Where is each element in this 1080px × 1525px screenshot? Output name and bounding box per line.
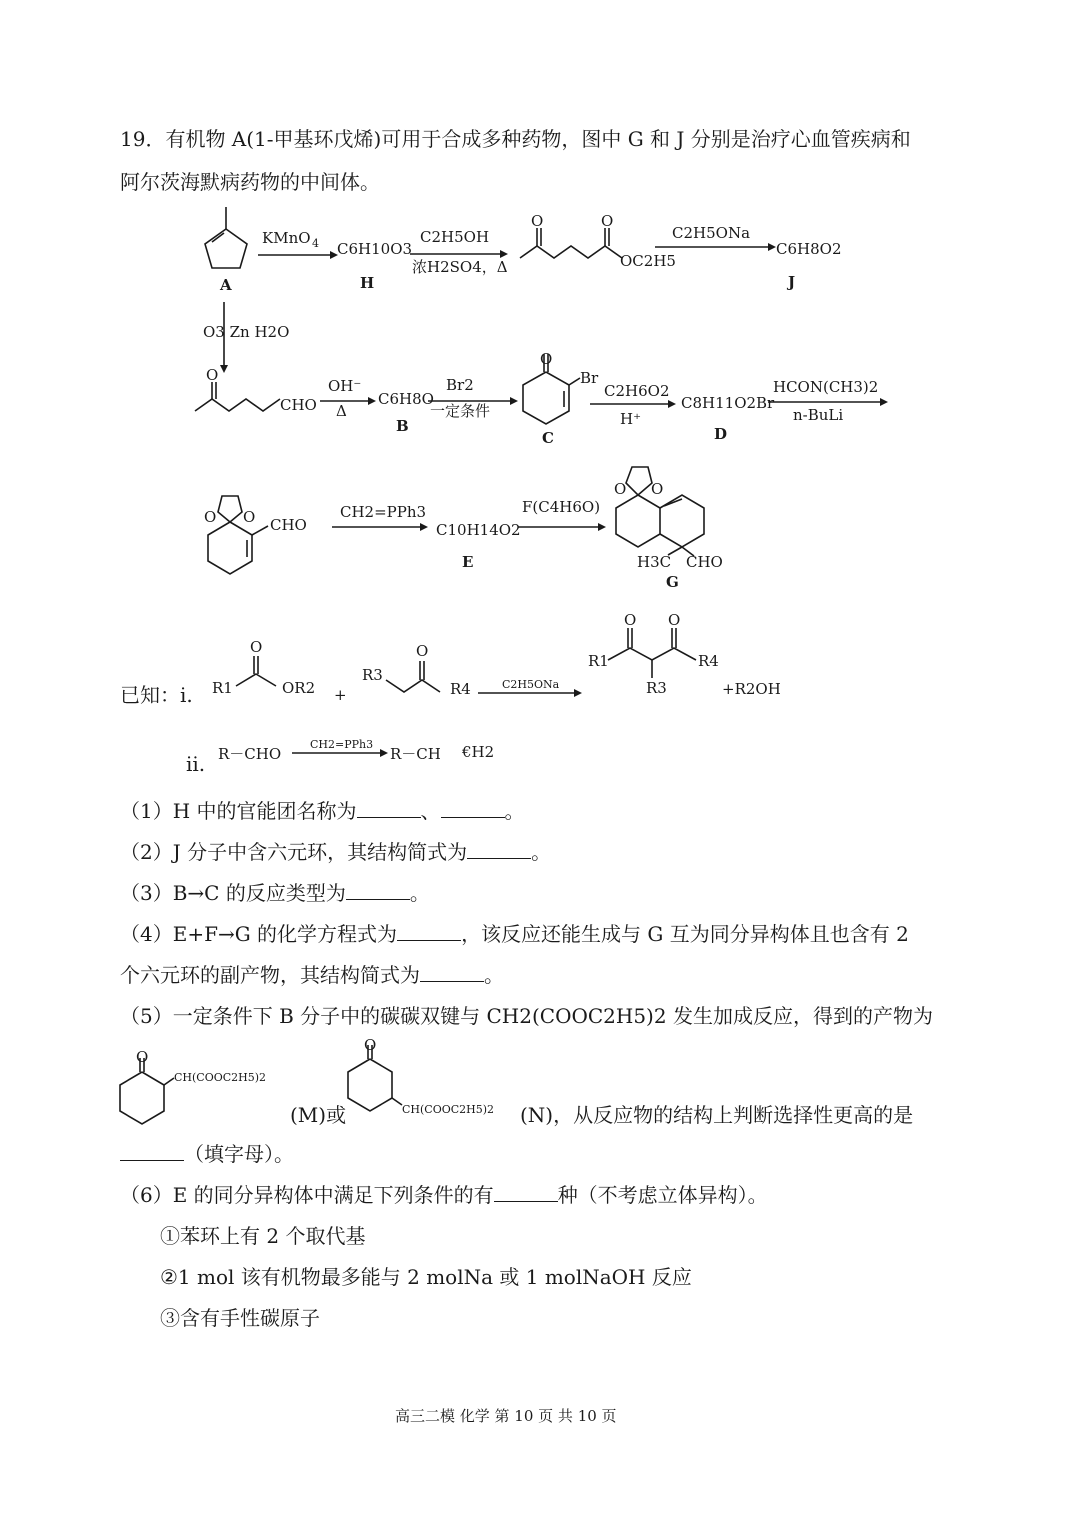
known-i-product-structure [608,628,696,678]
acetal-aldehyde-structure [208,496,268,574]
product-r3: R3 [646,679,667,697]
answer-blank[interactable] [494,1183,558,1202]
known-byproduct: +R2OH [722,680,781,698]
known-r1: R1 [212,679,233,697]
atom-Br: Br [580,369,599,387]
ketoaldehyde-structure [195,382,280,411]
formula-D: C8H11O2Br [681,394,775,412]
product-r4: R4 [698,652,719,670]
ester-oet: OC2H5 [620,252,676,270]
answer-blank[interactable] [346,881,410,900]
known-or2: OR2 [282,679,316,697]
answer-blank[interactable] [467,840,531,859]
condition-2: ②1 mol 该有机物最多能与 2 molNa 或 1 molNaOH 反应 [160,1265,692,1289]
reagent-kmno4: KMnO [262,229,311,247]
reagent-h2so4: 浓H2SO4，Δ [412,258,508,276]
answer-blank[interactable] [441,799,505,818]
label-A: A [220,276,232,294]
q5-M-label: (M)或 [290,1103,347,1127]
label-C: C [542,429,554,447]
atom-O: O [651,480,664,498]
reagent-buli: n-BuLi [793,406,844,424]
q5-N-substituent: CH(COOC2H5)2 [402,1103,495,1116]
known-i-ester-structure [236,656,276,686]
known-ii-label: ii. [186,752,206,776]
known-plus: + [334,686,347,704]
reagent-wittig: CH2=PPh3 [340,503,427,521]
label-E: E [462,553,474,571]
q6: （6）E 的同分异构体中满足下列条件的有 种（不考虑立体异构）。 [120,1183,768,1207]
atom-O: O [136,1048,149,1066]
known-ii-end: €H2 [462,743,495,761]
reagent-naoet: C2H5ONa [672,224,751,242]
reagent-F: F(C4H6O) [522,498,601,516]
answer-blank[interactable] [397,922,461,941]
cho-label: CHO [280,396,317,414]
answer-blank[interactable] [357,799,421,818]
label-G: G [666,573,679,591]
reagent-cond: 一定条件 [430,402,491,420]
q5-end: （填字母）。 [120,1140,294,1168]
formula-B: C6H8O [378,390,434,408]
q3: （3）B→C 的反应类型为 。 [120,881,430,905]
atom-O: O [614,480,627,498]
known-ii-product: R－CH [390,745,441,763]
reagent-br2: Br2 [446,376,474,394]
reagent-delta: Δ [336,402,347,420]
reagent-h: H⁺ [620,410,641,428]
q4-line2: 个六元环的副产物，其结构简式为 。 [120,963,504,987]
known-r3: R3 [362,666,383,684]
q5: （5）一定条件下 B 分子中的碳碳双键与 CH2(COOC2H5)2 发生加成反应，得到的产物为 [120,1004,933,1028]
label-J: J [788,273,796,291]
reagent-ozone: O3 Zn H2O [203,323,290,341]
label-D: D [714,425,728,443]
product-r1: R1 [588,652,609,670]
label-B: B [396,417,409,435]
atom-O: O [206,366,219,384]
g-methyl: H3C [637,553,672,571]
known-r4: R4 [450,680,471,698]
atom-O: O [668,611,681,629]
known-label: 已知：i. [120,683,193,707]
atom-O: O [204,508,217,526]
condition-3: ③含有手性碳原子 [160,1306,320,1330]
atom-O: O [601,212,614,230]
q5-N-label: (N)，从反应物的结构上判断选择性更高的是 [520,1103,914,1127]
formula-H: C6H10O3 [337,240,413,258]
page-footer: 高三二模 化学 第 10 页 共 10 页 [395,1407,617,1425]
answer-blank[interactable] [420,963,484,982]
reagent-kmno4-sub: 4 [312,237,319,250]
reagent-dmf: HCON(CH3)2 [773,378,879,396]
condition-1: ①苯环上有 2 个取代基 [160,1224,366,1248]
q5-M-substituent: CH(COOC2H5)2 [174,1071,267,1084]
q1: （1）H 中的官能团名称为 、 。 [120,799,525,823]
keto-ester-structure [520,228,622,258]
atom-O: O [243,508,256,526]
known-ii-reactant: R－CHO [218,745,282,763]
label-H: H [360,274,375,292]
atom-O: O [624,611,637,629]
reagent-diol: C2H6O2 [604,382,670,400]
atom-O: O [364,1036,377,1054]
known-reagent: C2H5ONa [502,678,560,691]
atom-O: O [250,638,263,656]
atom-O: O [531,212,544,230]
structure-N [348,1045,402,1111]
question-line-2: 阿尔茨海默病药物的中间体。 [120,170,380,194]
formula-J: C6H8O2 [776,240,842,258]
known-i-ketone-structure [386,661,440,692]
q2: （2）J 分子中含六元环，其结构简式为 。 [120,840,552,864]
formula-E: C10H14O2 [436,521,521,539]
structure-M [120,1058,174,1124]
atom-O: O [416,642,429,660]
reagent-oh: OH⁻ [328,377,362,395]
g-cho: CHO [686,553,723,571]
known-ii-reagent: CH2=PPh3 [310,738,374,751]
cho-label: CHO [270,516,307,534]
reagent-etoh: C2H5OH [420,228,490,246]
question-line-1: 19．有机物 A(1-甲基环戊烯)可用于合成多种药物，图中 G 和 J 分别是治疗心血管疾病和 [120,127,911,151]
q4: （4）E+F→G 的化学方程式为 ，该反应还能生成与 G 互为同分异构体且也含有 2 [120,922,909,946]
compound-A-structure [205,207,247,268]
answer-blank[interactable] [120,1142,184,1161]
atom-O: O [540,350,553,368]
